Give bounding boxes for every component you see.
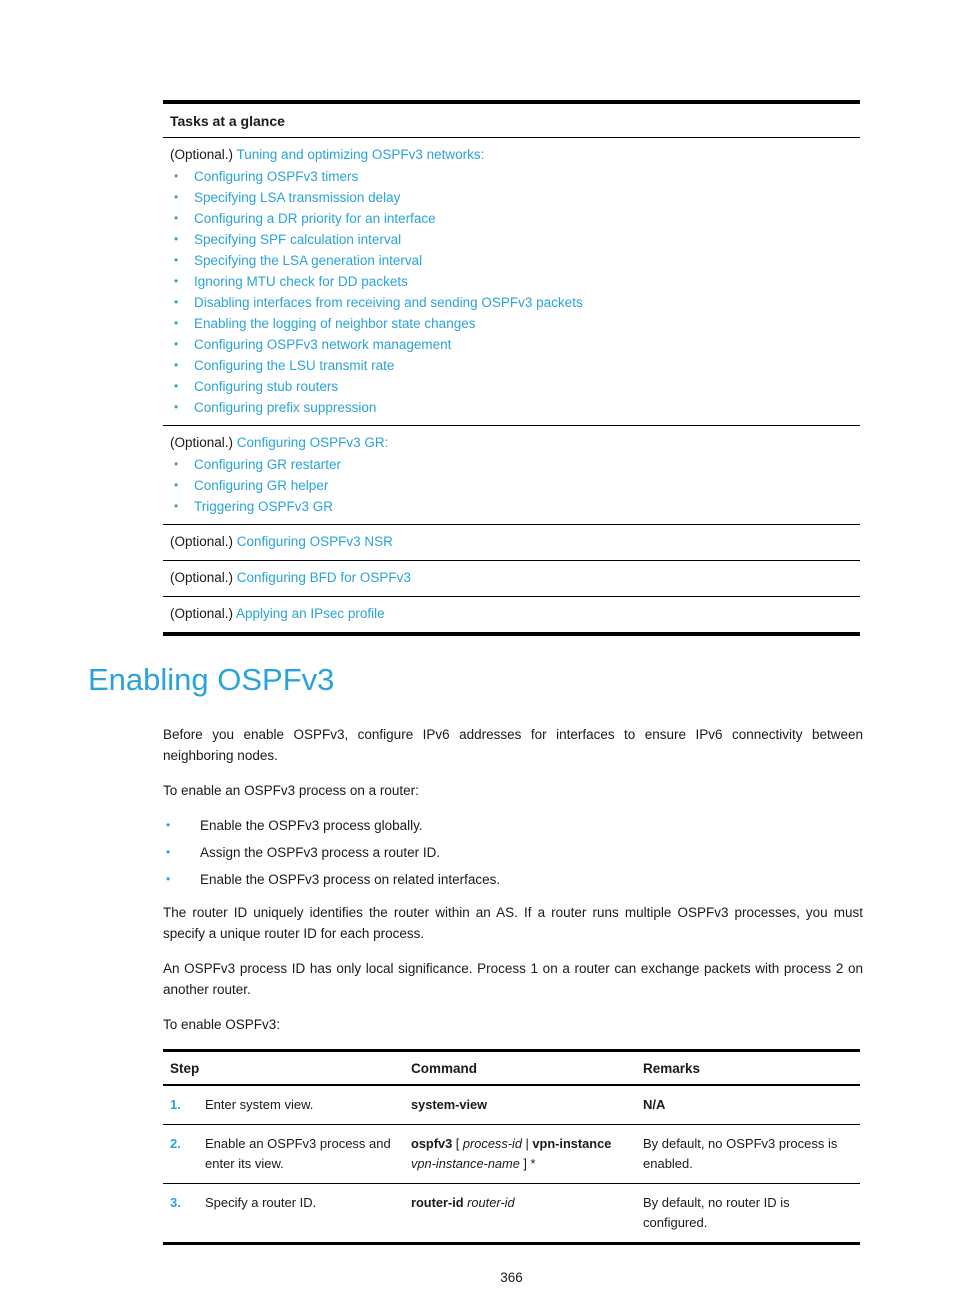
paragraph: Before you enable OSPFv3, configure IPv6 addresses for interfaces to ensure IPv6 connectivity between neighboring nodes. [163, 727, 863, 763]
optional-label: (Optional.) [170, 570, 237, 585]
text-segment: | [521, 1136, 533, 1151]
task-item-list [163, 454, 860, 517]
bullet-icon: • [174, 295, 179, 309]
task-list-item [174, 166, 860, 187]
task-list-item [174, 454, 860, 475]
table-row [163, 1184, 860, 1244]
list-item [163, 842, 863, 863]
paragraph: The router ID uniquely identifies the router within an AS. If a router runs multiple OSPFv3 processes, you must specify a unique router ID for each process. [163, 905, 863, 941]
task-link[interactable]: Configuring stub routers [194, 379, 339, 394]
list-item-text: Enable the OSPFv3 process on related interfaces. [200, 872, 501, 887]
optional-label: (Optional.) [170, 435, 237, 450]
column-header-step: Step [163, 1051, 404, 1086]
steps-table [163, 1049, 860, 1245]
step-content [170, 1193, 396, 1213]
task-list-item [174, 496, 860, 517]
bullet-icon: • [174, 211, 179, 225]
list-item-text: Assign the OSPFv3 process a router ID. [200, 845, 441, 860]
table-row [163, 1125, 860, 1184]
task-link[interactable]: Triggering OSPFv3 GR [194, 499, 334, 514]
task-intro-row [163, 597, 860, 625]
task-section [163, 425, 860, 524]
paragraph: To enable an OSPFv3 process on a router: [163, 783, 419, 798]
task-link[interactable]: Ignoring MTU check for DD packets [194, 274, 408, 289]
task-section [163, 138, 860, 425]
step-cell [163, 1125, 404, 1184]
step-cell [163, 1085, 404, 1125]
text-segment: vpn-instance [532, 1136, 612, 1151]
text-segment: system-view [411, 1097, 488, 1112]
text-segment: router-id [467, 1195, 515, 1210]
task-link[interactable]: Configuring OSPFv3 timers [194, 169, 359, 184]
bullet-icon: • [166, 845, 171, 859]
command-cell [404, 1184, 636, 1244]
step-description: Enable an OSPFv3 process and enter its view. [205, 1136, 391, 1171]
task-section [163, 524, 860, 560]
task-list-item [174, 376, 860, 397]
task-list-item [174, 187, 860, 208]
task-section [163, 596, 860, 632]
page-title: Enabling OSPFv3 [88, 662, 335, 697]
paragraph: An OSPFv3 process ID has only local significance. Process 1 on a router can exchange packets with process 2 on another router. [163, 961, 863, 997]
bullet-icon: • [166, 818, 171, 832]
remarks-cell [636, 1125, 860, 1184]
bullet-icon: • [174, 379, 179, 393]
task-link[interactable]: Configuring a DR priority for an interface [194, 211, 436, 226]
text-segment: [ [452, 1136, 463, 1151]
bullet-icon: • [174, 232, 179, 246]
document-page [88, 100, 863, 1288]
task-list-item [174, 271, 860, 292]
section-body [163, 724, 863, 1288]
task-list-item [174, 334, 860, 355]
task-list-item [174, 475, 860, 496]
task-intro-row [163, 561, 860, 589]
command-cell [404, 1085, 636, 1125]
task-intro-row [163, 525, 860, 553]
task-link[interactable]: Specifying SPF calculation interval [194, 232, 402, 247]
task-item-list [163, 166, 860, 418]
text-segment: N/A [643, 1097, 666, 1112]
task-link[interactable]: Specifying the LSA generation interval [194, 253, 423, 268]
step-content [170, 1095, 396, 1115]
task-link[interactable]: Configuring GR helper [194, 478, 329, 493]
step-number: 1. [170, 1097, 181, 1112]
task-list-item [174, 397, 860, 418]
table-header-row [163, 1051, 860, 1086]
text-segment: By default, no OSPFv3 process is enabled. [643, 1136, 838, 1171]
list-item [163, 869, 863, 890]
task-link[interactable]: Configuring OSPFv3 NSR [236, 534, 393, 549]
bullet-icon: • [174, 400, 179, 414]
task-list-item [174, 229, 860, 250]
bullet-icon: • [174, 457, 179, 471]
table-row [163, 1085, 860, 1125]
step-description: Enter system view. [205, 1097, 314, 1112]
text-segment: process-id [462, 1136, 522, 1151]
task-link[interactable]: Configuring GR restarter [194, 457, 342, 472]
task-list-item [174, 250, 860, 271]
bullet-icon: • [174, 358, 179, 372]
bullet-list [163, 815, 863, 890]
bullet-icon: • [174, 253, 179, 267]
task-list-item [174, 355, 860, 376]
task-link[interactable]: Configuring OSPFv3 network management [194, 337, 452, 352]
task-link[interactable]: Tuning and optimizing OSPFv3 networks: [236, 147, 485, 162]
paragraph: To enable OSPFv3: [163, 1017, 281, 1032]
list-item-text: Enable the OSPFv3 process globally. [200, 818, 423, 833]
task-intro-row [163, 426, 860, 454]
bullet-icon: • [174, 169, 179, 183]
task-link[interactable]: Specifying LSA transmission delay [194, 190, 401, 205]
bullet-icon: • [166, 872, 171, 886]
task-link[interactable]: Disabling interfaces from receiving and sending OSPFv3 packets [194, 295, 583, 310]
text-segment: router-id [411, 1195, 464, 1210]
column-header-command: Command [404, 1051, 636, 1086]
step-number: 2. [170, 1136, 181, 1151]
tasks-sections [163, 138, 860, 632]
text-segment: vpn-instance-name [411, 1156, 520, 1171]
list-item [163, 815, 863, 836]
task-list-item [174, 292, 860, 313]
bullet-icon: • [174, 337, 179, 351]
optional-label: (Optional.) [170, 606, 237, 621]
task-link[interactable]: Enabling the logging of neighbor state changes [194, 316, 476, 331]
tasks-table-header: Tasks at a glance [163, 104, 860, 138]
column-header-remarks: Remarks [636, 1051, 860, 1086]
task-link[interactable]: Configuring BFD for OSPFv3 [236, 570, 411, 585]
tasks-at-a-glance-table [163, 100, 860, 636]
text-segment: ospfv3 [411, 1136, 453, 1151]
command-cell [404, 1125, 636, 1184]
task-link[interactable]: Applying an IPsec profile [236, 606, 385, 621]
step-description: Specify a router ID. [205, 1195, 317, 1210]
task-link[interactable]: Configuring the LSU transmit rate [194, 358, 395, 373]
bullet-icon: • [174, 499, 179, 513]
task-list-item [174, 313, 860, 334]
bullet-icon: • [174, 190, 179, 204]
page-number: 366 [500, 1270, 523, 1285]
remarks-cell [636, 1085, 860, 1125]
step-cell [163, 1184, 404, 1244]
bullet-icon: • [174, 274, 179, 288]
task-intro-row [163, 138, 860, 166]
optional-label: (Optional.) [170, 147, 237, 162]
optional-label: (Optional.) [170, 534, 237, 549]
task-list-item [174, 208, 860, 229]
remarks-cell [636, 1184, 860, 1244]
task-link[interactable]: Configuring prefix suppression [194, 400, 377, 415]
text-segment: By default, no router ID is configured. [643, 1195, 790, 1230]
task-section [163, 560, 860, 596]
step-content [170, 1134, 396, 1174]
bullet-icon: • [174, 478, 179, 492]
step-number: 3. [170, 1195, 181, 1210]
task-link[interactable]: Configuring OSPFv3 GR: [236, 435, 389, 450]
text-segment: ] * [519, 1156, 536, 1171]
bullet-icon: • [174, 316, 179, 330]
